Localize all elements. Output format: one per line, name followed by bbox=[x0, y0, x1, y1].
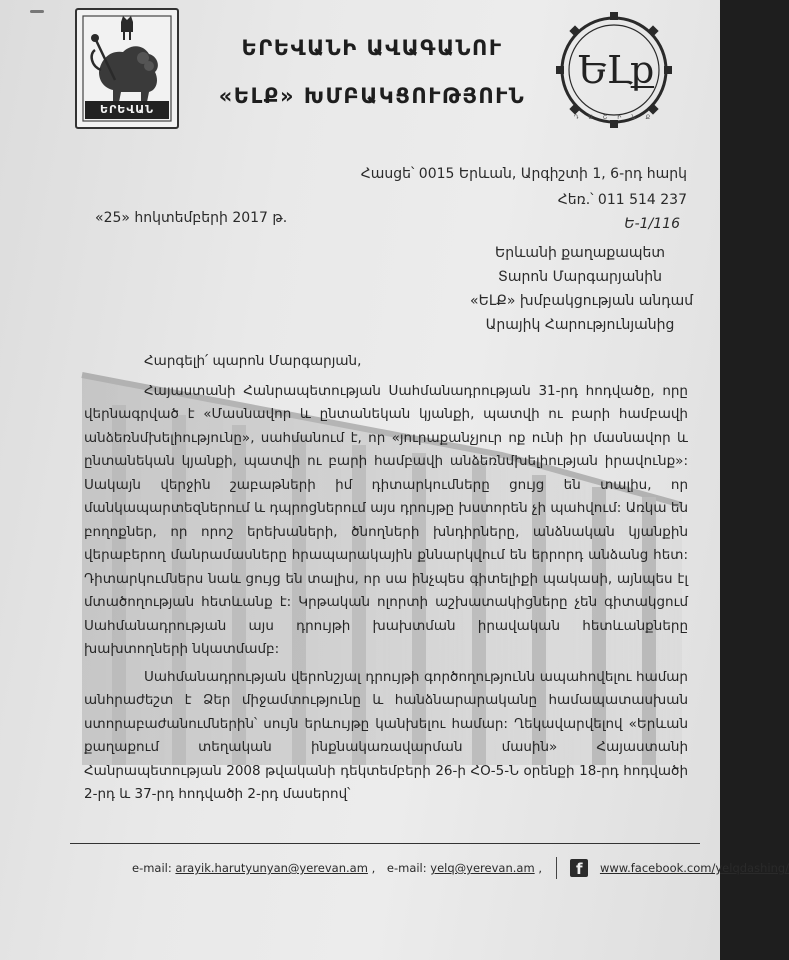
logo-text: ԵԼք bbox=[577, 48, 653, 92]
separator: , bbox=[371, 861, 376, 875]
recipient-line: Երևանի քաղաքապետ bbox=[494, 245, 666, 261]
recipient-line: «ԵԼՔ» խմբակցության անդամ bbox=[470, 293, 694, 309]
yerevan-coat-of-arms bbox=[75, 8, 179, 129]
separator: , bbox=[538, 861, 542, 875]
footer-divider bbox=[70, 843, 700, 844]
recipient-line: Արայիկ Հարությունյանից bbox=[485, 317, 675, 333]
recipient-line: Տարոն Մարգարյանին bbox=[498, 269, 662, 285]
logo-subtext: Դ Ա Շ Ի Ն Ք bbox=[573, 114, 655, 121]
emblem-label: ԵՐԵՎԱՆ bbox=[85, 101, 169, 119]
org-title-line2: «ԵԼՔ» ԽՄԲԱԿՑՈՒԹՅՈՒՆ bbox=[218, 84, 526, 108]
footer-contacts bbox=[132, 857, 789, 883]
body-paragraph: Հայաստանի Հանրապետության Սահմանադրության 31-րդ հոդվածը, որը վերնագրված է «Մասնավոր և ընտանեկան կյանքի, պատվի ու բարի համբավի անձեռնմխելիությունը», սահմանում է, որ «յուրաքանչյուր ոք ունի իր մասնավոր և ընտանեկան կյանքի, պատվի ու բարի համբավի անձեռնմխելիության իրավունք»: Սակայն վերջին շաբաթների իմ դիտարկումները ցույց են տալիս, որ մանկապարտեզներում և դպրոցներում այս դրույթը խստորեն չի պահվում: Առկա են բողոքներ, որ որոշ երեխաների, ծնողների խնդիրները, անձնական կյանքին վերաբերող մանրամասները հրապարակային քննարկվում են երրորդ անձանց հետ: Դիտարկումներս նաև ցույց են տալիս, որ սա ինչպես գիտելիքի պակասի, այնպես էլ մտածողության հետևանք է: Կրթական ոլորտի աշխատակիցները չեն գիտակցում Սահմանադրության այս դրույթի խախտման իրավական հետևանքները խախտողների նկատմամբ: bbox=[84, 382, 688, 657]
letter-date: «25» հոկտեմբերի 2017 թ. bbox=[95, 210, 288, 226]
registration-number: Ե-1/116 bbox=[624, 216, 680, 232]
phone-line: Հեռ.՝ 011 514 237 bbox=[557, 192, 687, 208]
elq-logo bbox=[552, 8, 676, 136]
body-paragraph: Սահմանադրության վերոնշյալ դրույթի գործողությունն ապահովելու համար անհրաժեշտ է Ձեր միջամտությունը և հանձնարարականը համապատասխան ստորաբաժանումներին՝ սույն երևույթը կանխելու համար: Ղեկավարվելով «Երևան քաղաքում տեղական ինքնակառավարման մասին» Հայաստանի Հանրապետության 2008 թվականի դեկտեմբերի 26-ի ՀՕ-5-Ն օրենքի 18-րդ հոդվածի 2-րդ և 37-րդ հոդվածի 2-րդ մասերով՝ bbox=[84, 668, 688, 802]
email-link[interactable]: arayik.harutyunyan@yerevan.am bbox=[175, 861, 368, 875]
email-link[interactable]: yelq@yerevan.am bbox=[430, 861, 535, 875]
salutation: Հարգելի՛ պարոն Մարգարյան, bbox=[144, 353, 362, 369]
email-label: e-mail: bbox=[386, 861, 427, 875]
org-title-line1: ԵՐԵՎԱՆԻ ԱՎԱԳԱՆՈՒ bbox=[241, 36, 503, 60]
email-label: e-mail: bbox=[132, 861, 172, 875]
facebook-icon: f bbox=[570, 859, 588, 877]
facebook-link[interactable]: www.facebook.com/yelqdashing/ bbox=[599, 861, 789, 875]
letter-body bbox=[84, 350, 688, 809]
address-line: Հասցե՝ 0015 Երևան, Արգիշտի 1, 6-րդ հարկ bbox=[360, 166, 687, 182]
vertical-divider bbox=[556, 857, 557, 879]
paper-mark bbox=[30, 10, 44, 13]
